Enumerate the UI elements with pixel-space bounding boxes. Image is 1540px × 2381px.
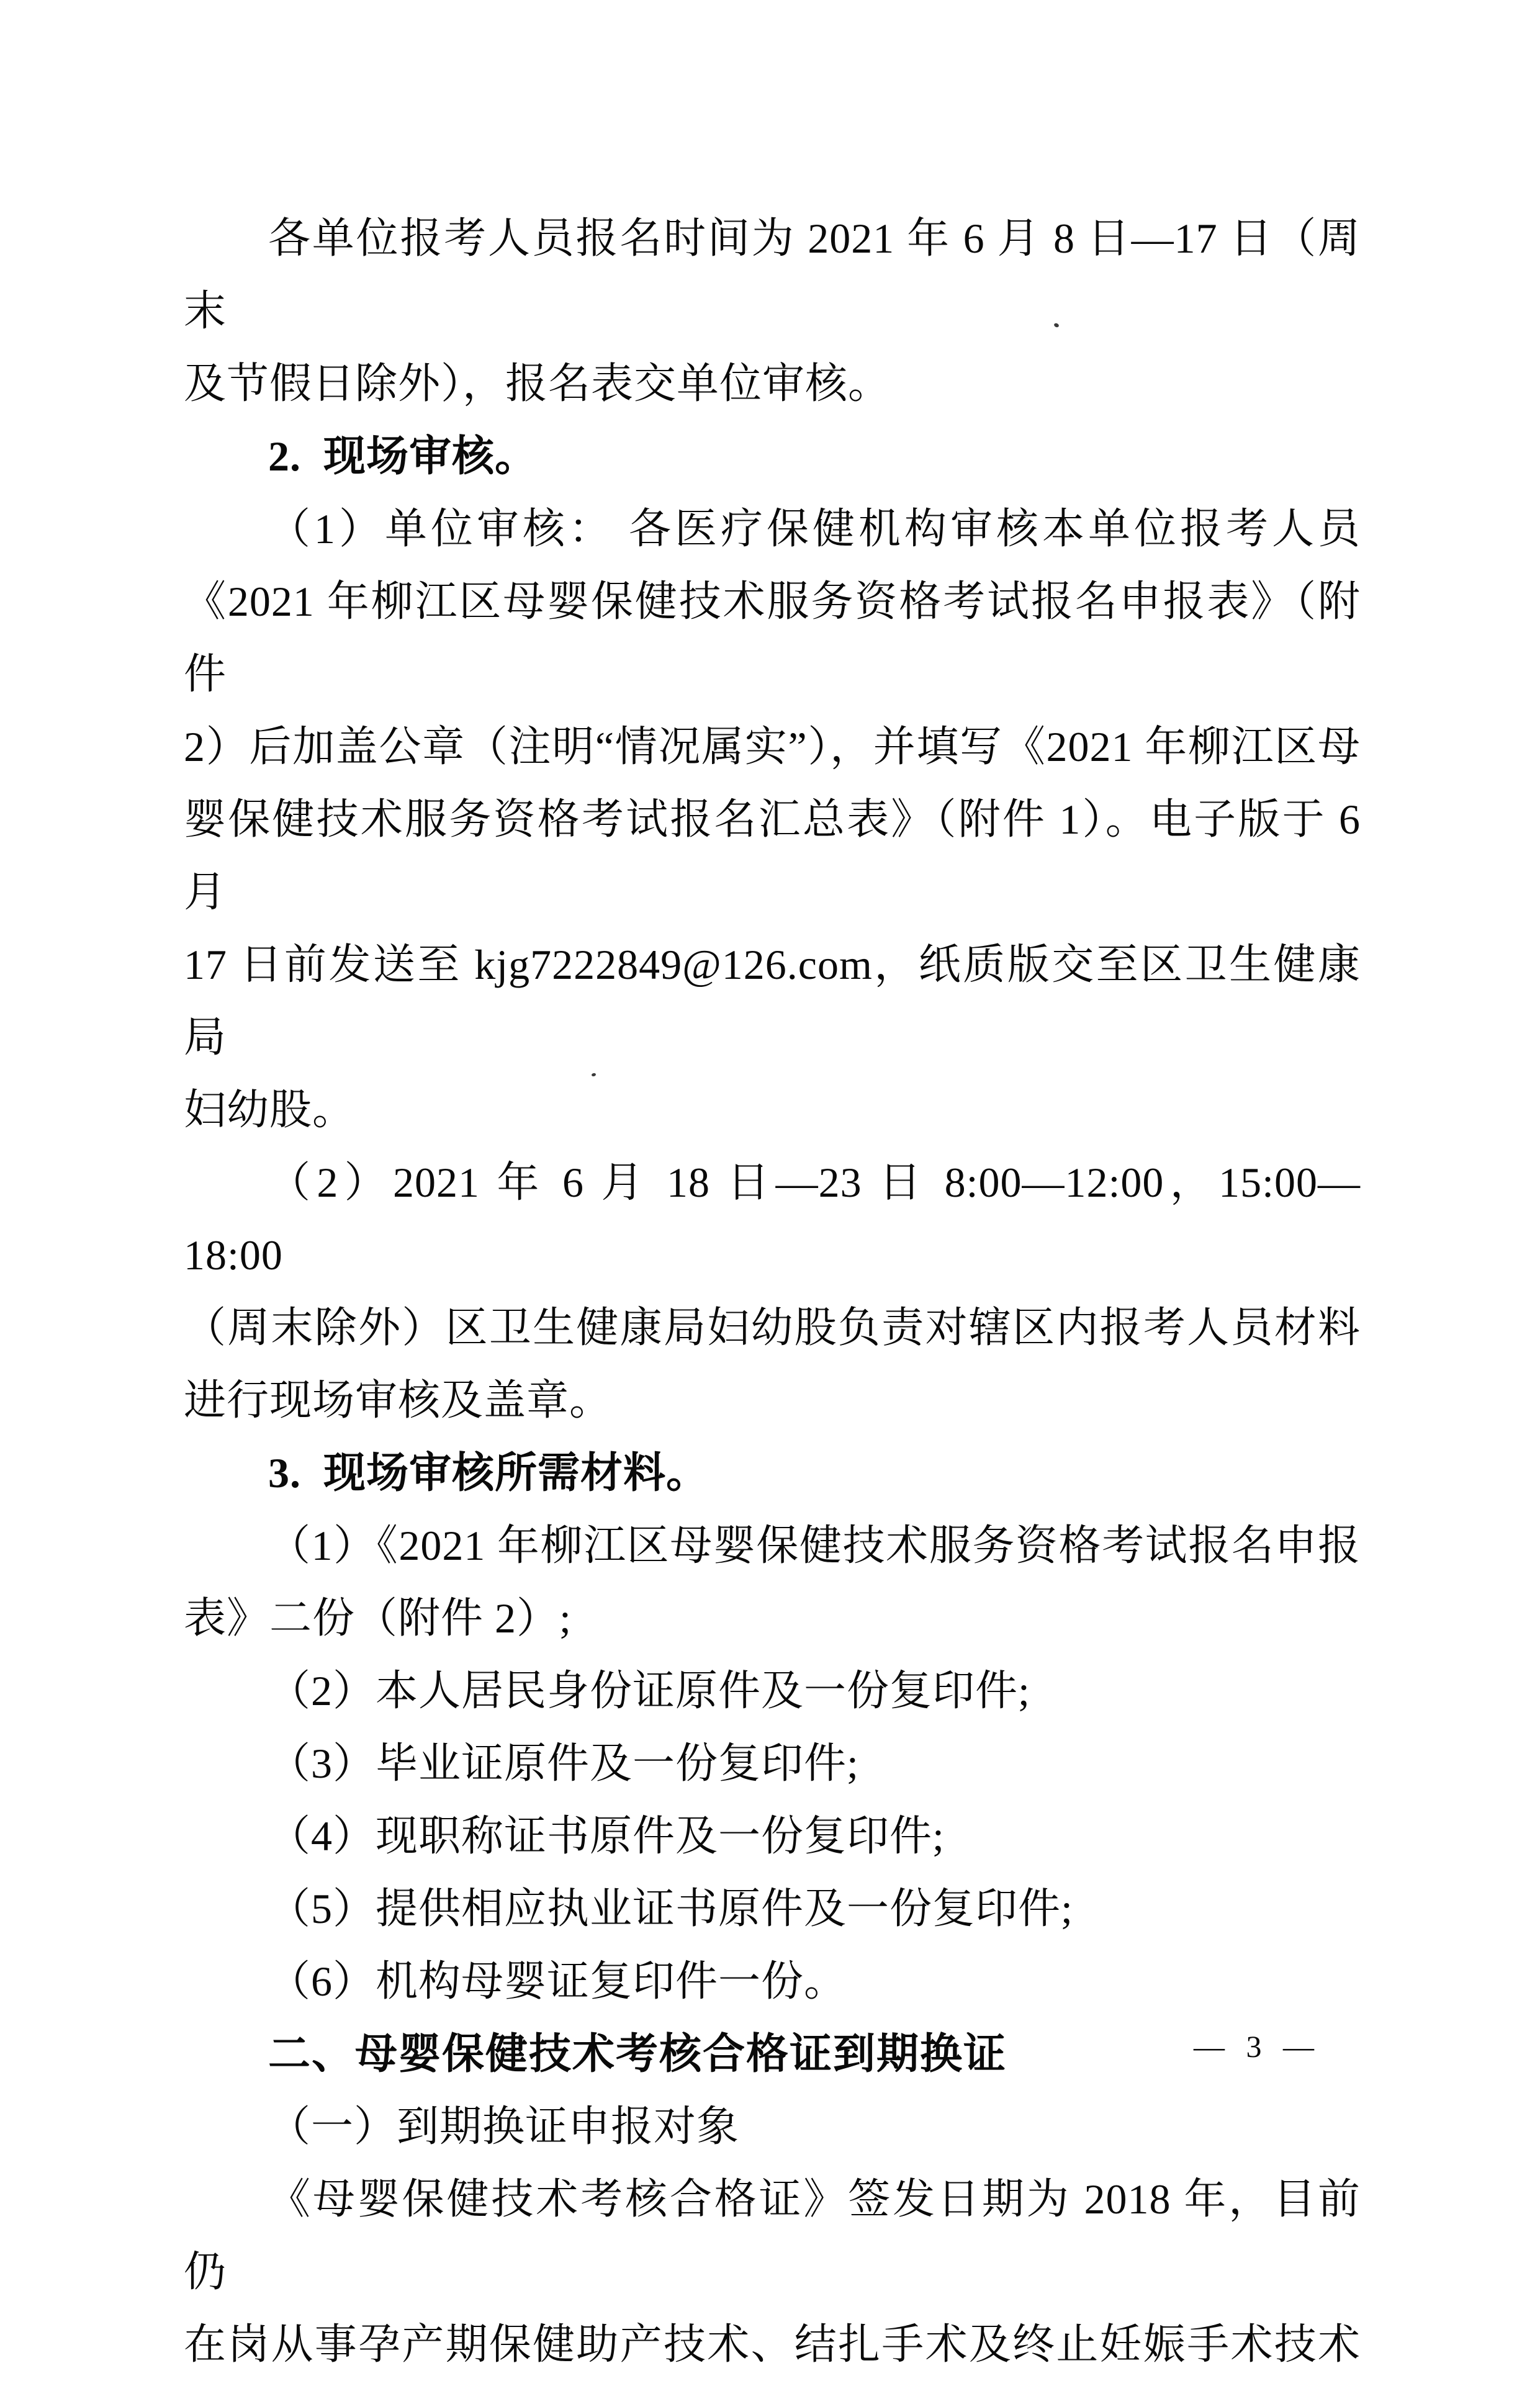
text-line: （5）提供相应执业证书原件及一份复印件; xyxy=(268,1885,1073,1932)
text-line: 在岗从事孕产期保健助产技术、结扎手术及终止妊娠手术技术 xyxy=(184,2321,1361,2368)
text-line: （周末除外）区卫生健康局妇幼股负责对辖区内报考人员材料 xyxy=(184,1304,1361,1351)
text-line: 《2021 年柳江区母婴保健技术服务资格考试报名申报表》（附件 xyxy=(184,578,1361,698)
text-line: 进行现场审核及盖章。 xyxy=(184,1377,613,1424)
text-line: （1）《2021 年柳江区母婴保健技术服务资格考试报名申报 xyxy=(268,1522,1361,1569)
text-line: 17 日前发送至 kjg7222849@126.com，纸质版交至区卫生健康局 xyxy=(184,941,1361,1061)
text-line: 各单位报考人员报名时间为 2021 年 6 月 8 日—17 日（周末 xyxy=(184,215,1361,335)
text-line: 及节假日除外），报名表交单位审核。 xyxy=(184,360,891,407)
text-line: 妇幼股。 xyxy=(184,1086,356,1133)
text-line: 《母婴保健技术考核合格证》签发日期为 2018 年，目前仍 xyxy=(184,2176,1361,2295)
text-line: （6）机构母婴证复印件一份。 xyxy=(268,1958,847,2005)
text-line: 2）后加盖公章（注明“情况属实”），并填写《2021 年柳江区母 xyxy=(184,723,1361,770)
text-line: （一）到期换证申报对象 xyxy=(268,2103,740,2150)
text-line: 表》二份（附件 2）; xyxy=(184,1595,572,1642)
text-line: （2）本人居民身份证原件及一份复印件; xyxy=(268,1667,1030,1714)
page-number: — 3 — xyxy=(1194,2029,1314,2064)
text-line: 婴保健技术服务资格考试报名汇总表》（附件 1）。电子版于 6 月 xyxy=(184,796,1361,916)
text-line: （3）毕业证原件及一份复印件; xyxy=(268,1740,859,1787)
text-line: 3. 现场审核所需材料。 xyxy=(268,1449,709,1497)
text-line: （4）现职称证书原件及一份复印件; xyxy=(268,1812,945,1860)
text-line: （2）2021 年 6 月 18 日—23 日 8:00—12:00，15:00—18:00 xyxy=(184,1159,1361,1279)
text-line: 2. 现场审核。 xyxy=(268,433,538,480)
text-line: 二、母婴保健技术考核合格证到期换证 xyxy=(268,2030,1007,2077)
text-line: （1）单位审核： 各医疗保健机构审核本单位报考人员 xyxy=(268,505,1361,552)
